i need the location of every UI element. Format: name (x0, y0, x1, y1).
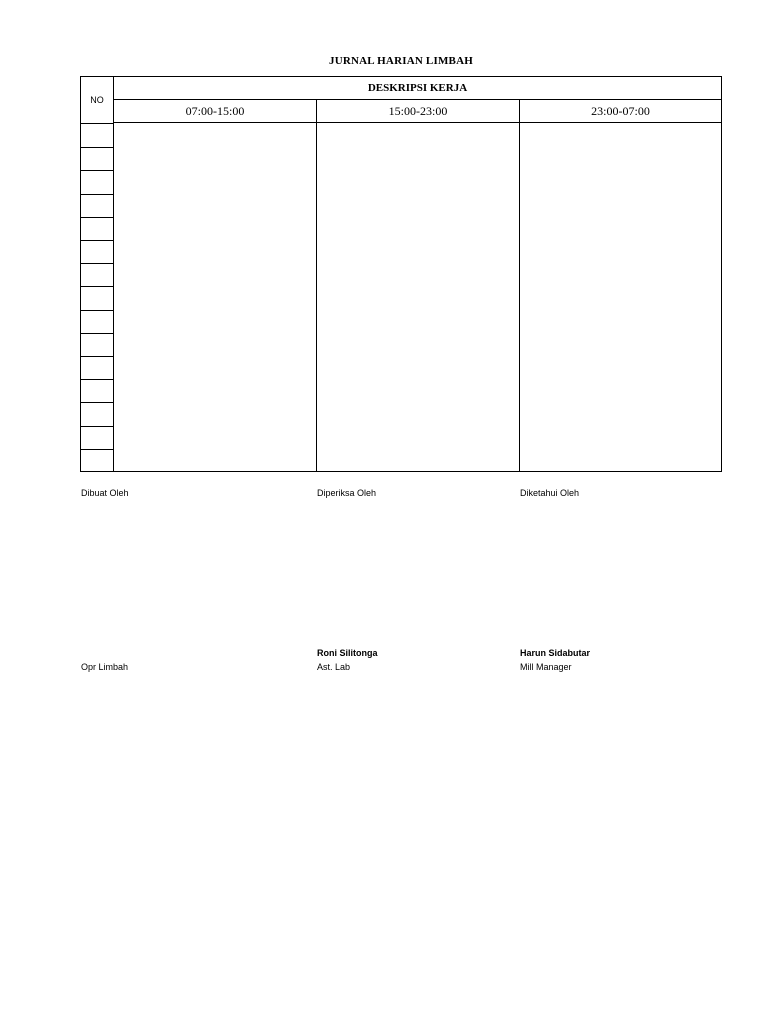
description-header: DESKRIPSI KERJA (114, 77, 721, 100)
no-cell-divider (81, 147, 113, 148)
no-cell-divider (81, 170, 113, 171)
created-by-label: Dibuat Oleh (81, 488, 129, 498)
shift-header-2: 15:00-23:00 (317, 100, 520, 123)
creator-position: Opr Limbah (81, 662, 129, 672)
no-column-header: NO (81, 77, 114, 123)
no-cell-divider (81, 449, 113, 450)
shift-3-entry-area[interactable] (520, 123, 721, 471)
journal-title: JURNAL HARIAN LIMBAH (329, 55, 473, 67)
no-cell-divider (81, 194, 113, 195)
checker-name: Roni Silitonga (317, 648, 378, 658)
no-cell-divider (81, 402, 113, 403)
no-cell-divider (81, 426, 113, 427)
shift-2-entry-area[interactable] (317, 123, 520, 471)
no-cell-divider (81, 333, 113, 334)
shift-header-3: 23:00-07:00 (520, 100, 721, 123)
acknowledger-name: Harun Sidabutar (520, 648, 591, 658)
shift-header-1: 07:00-15:00 (114, 100, 317, 123)
no-cell-divider (81, 263, 113, 264)
acknowledger-position: Mill Manager (520, 662, 572, 672)
shift-1-entry-area[interactable] (114, 123, 317, 471)
no-cell-divider (81, 240, 113, 241)
journal-table (80, 76, 722, 472)
no-column (81, 123, 114, 471)
acknowledged-by-label: Diketahui Oleh (520, 488, 580, 498)
checker-position: Ast. Lab (317, 662, 351, 672)
no-cell-divider (81, 356, 113, 357)
checked-by-label: Diperiksa Oleh (317, 488, 377, 498)
no-cell-divider (81, 379, 113, 380)
no-cell-divider (81, 286, 113, 287)
no-cell-divider (81, 310, 113, 311)
no-cell-divider (81, 217, 113, 218)
